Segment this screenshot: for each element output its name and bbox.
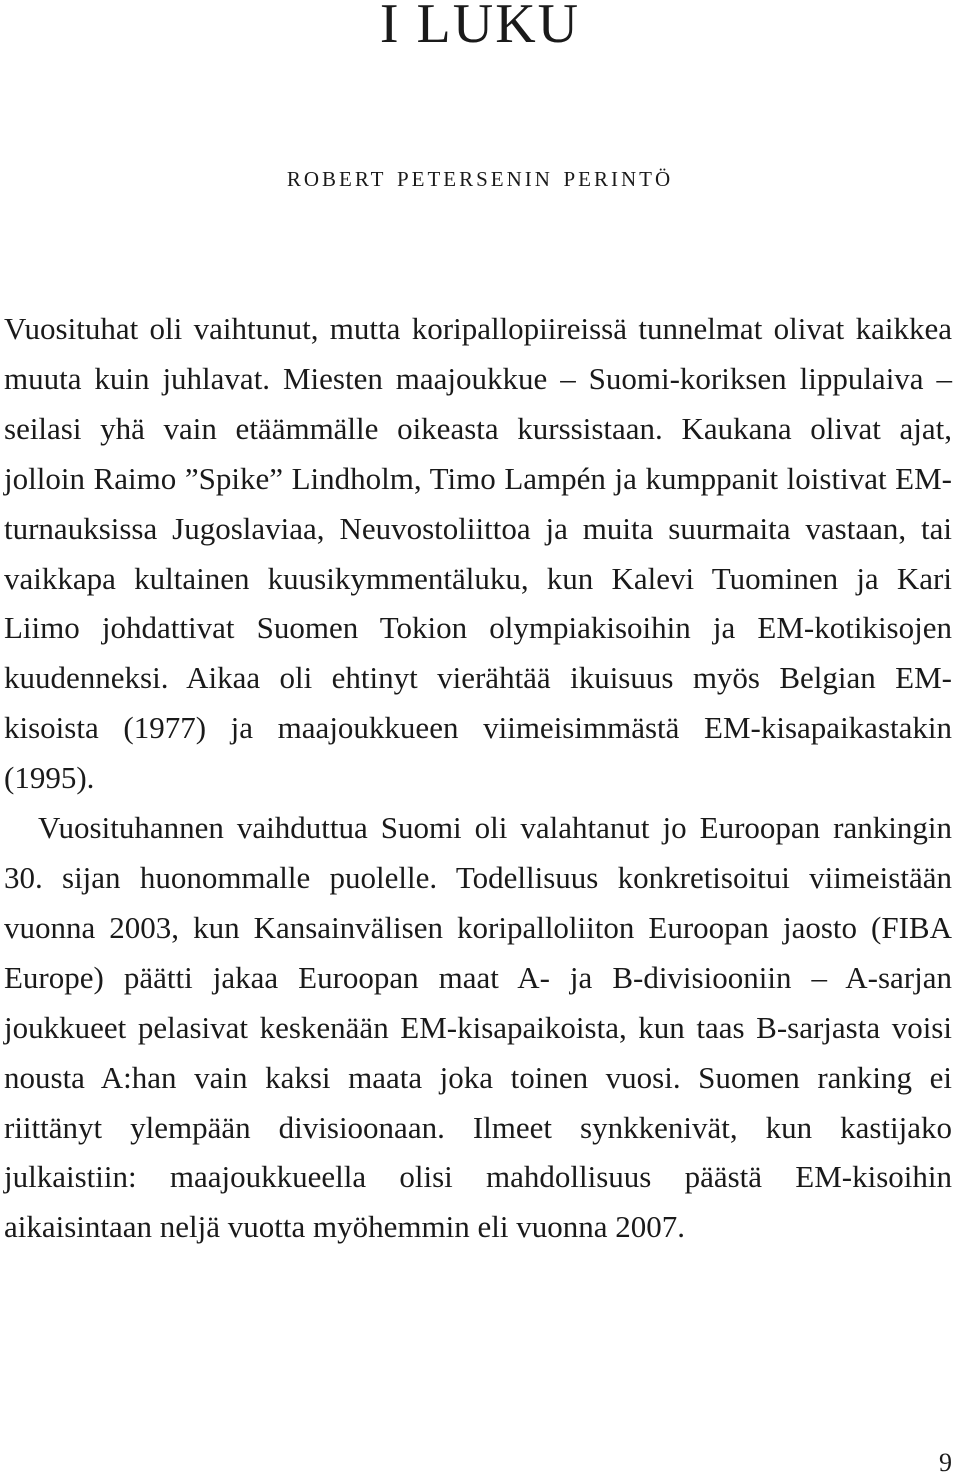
paragraph-1: Vuosituhat oli vaihtunut, mutta koripallopiireissä tunnelmat olivat kaikkea muuta kuin juhlavat. Miesten maajoukkue – Suomi-koriksen lippulaiva – seilasi yhä vain etäämmälle oikeasta kurssistaan. Kaukana olivat ajat, jolloin Raimo ”Spike” Lindholm, Timo Lampén ja kumppanit loistivat EM-turnauksissa Jugoslaviaa, Neuvostoliittoa ja muita suurmaita vastaan, tai vaikkapa kultainen kuusikymmentäluku, kun Kalevi Tuominen ja Kari Liimo johdattivat Suomen Tokion olympiakisoihin ja EM-kotikisojen kuudenneksi. Aikaa oli ehtinyt vierähtää ikuisuus myös Belgian EM-kisoista (1977) ja maajoukkueen viimeisimmästä EM-kisapaikastakin (1995).	[4, 311, 952, 796]
paragraph-2: Vuosituhannen vaihduttua Suomi oli valahtanut jo Euroopan rankingin 30. sijan huonommalle puolelle. Todellisuus konkretisoitui viimeistään vuonna 2003, kun Kansainvälisen koripalloliiton Euroopan jaosto (FIBA Europe) päätti jakaa Euroopan maat A- ja B-divisiooniin – A-sarjan joukkueet pelasivat keskenään EM-kisapaikoista, kun taas B-sarjasta voisi nousta A:han vain kaksi maata joka toinen vuosi. Suomen ranking ei riittänyt ylempään divisioonaan. Ilmeet synkkenivät, kun kastijako julkaistiin: maajoukkueella olisi mahdollisuus päästä EM-kisoihin aikaisintaan neljä vuotta myöhemmin eli vuonna 2007.	[4, 810, 952, 1245]
page-number: 9	[939, 1448, 952, 1477]
chapter-title: I LUKU	[379, 0, 581, 55]
body-text	[4, 304, 952, 1252]
section-title: robert petersenin perintö	[286, 160, 674, 193]
